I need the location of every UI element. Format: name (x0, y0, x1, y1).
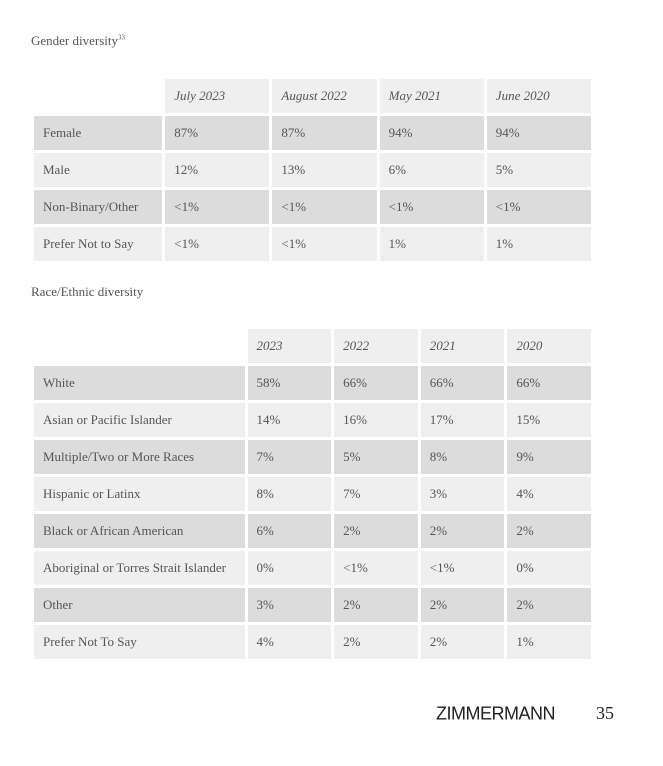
row-label: Female (34, 116, 162, 150)
table-cell: 6% (248, 514, 332, 548)
table-cell: 66% (421, 366, 505, 400)
table-row (34, 227, 591, 261)
table-cell: 4% (507, 477, 591, 511)
table-row (34, 477, 591, 511)
table-cell: 13% (272, 153, 376, 187)
table-cell: 7% (248, 440, 332, 474)
table-cell: 7% (334, 477, 418, 511)
gender-diversity-table (31, 76, 594, 264)
table-cell: 0% (507, 551, 591, 585)
table-cell: 9% (507, 440, 591, 474)
race-diversity-table (31, 326, 594, 662)
table-cell: 94% (487, 116, 591, 150)
table-cell: 2% (421, 625, 505, 659)
table-cell: 6% (380, 153, 484, 187)
table-row (34, 588, 591, 622)
table-cell: 2% (334, 625, 418, 659)
table-cell: 66% (507, 366, 591, 400)
row-label: Male (34, 153, 162, 187)
table-cell: 5% (334, 440, 418, 474)
column-header: 2023 (248, 329, 332, 363)
column-header: 2022 (334, 329, 418, 363)
table-row (34, 366, 591, 400)
table-cell: 66% (334, 366, 418, 400)
table-cell: 2% (334, 588, 418, 622)
row-label: Hispanic or Latinx (34, 477, 245, 511)
table-cell: 87% (165, 116, 269, 150)
table-cell: <1% (487, 190, 591, 224)
table-cell: 4% (248, 625, 332, 659)
row-label: Black or African American (34, 514, 245, 548)
table-row (34, 153, 591, 187)
table-cell: <1% (272, 190, 376, 224)
table-cell: 2% (421, 514, 505, 548)
header-blank-cell (34, 79, 162, 113)
gender-diversity-title: Gender diversity (31, 33, 119, 48)
header-blank-cell (34, 329, 245, 363)
column-header: 2021 (421, 329, 505, 363)
table-cell: 14% (248, 403, 332, 437)
table-cell: 58% (248, 366, 332, 400)
table-cell: 12% (165, 153, 269, 187)
table-row (34, 116, 591, 150)
table-cell: 2% (507, 514, 591, 548)
table-cell: <1% (272, 227, 376, 261)
gender-footnote-marker: 33 (118, 33, 126, 42)
table-cell: <1% (421, 551, 505, 585)
table-cell: 8% (248, 477, 332, 511)
table-cell: <1% (165, 227, 269, 261)
gender-diversity-heading (31, 33, 125, 49)
column-header: June 2020 (487, 79, 591, 113)
brand-logo: ZIMMERMANN (436, 702, 555, 724)
table-cell: 87% (272, 116, 376, 150)
table-cell: 94% (380, 116, 484, 150)
table-cell: 15% (507, 403, 591, 437)
table-row (34, 514, 591, 548)
table-cell: 1% (487, 227, 591, 261)
row-label: White (34, 366, 245, 400)
column-header: May 2021 (380, 79, 484, 113)
table-cell: 16% (334, 403, 418, 437)
table-cell: 3% (421, 477, 505, 511)
row-label: Other (34, 588, 245, 622)
table-cell: 1% (507, 625, 591, 659)
table-cell: 2% (421, 588, 505, 622)
table-header-row (34, 79, 591, 113)
column-header: August 2022 (272, 79, 376, 113)
row-label: Asian or Pacific Islander (34, 403, 245, 437)
table-cell: 2% (334, 514, 418, 548)
table-row (34, 551, 591, 585)
table-cell: 8% (421, 440, 505, 474)
row-label: Multiple/Two or More Races (34, 440, 245, 474)
row-label: Non-Binary/Other (34, 190, 162, 224)
race-diversity-heading: Race/Ethnic diversity (31, 284, 144, 299)
table-cell: 5% (487, 153, 591, 187)
table-cell: 0% (248, 551, 332, 585)
table-cell: 3% (248, 588, 332, 622)
table-cell: <1% (334, 551, 418, 585)
table-row (34, 440, 591, 474)
column-header: July 2023 (165, 79, 269, 113)
row-label: Prefer Not to Say (34, 227, 162, 261)
table-row (34, 403, 591, 437)
table-header-row (34, 329, 591, 363)
table-cell: 1% (380, 227, 484, 261)
table-row (34, 190, 591, 224)
table-row (34, 625, 591, 659)
table-cell: <1% (165, 190, 269, 224)
row-label: Prefer Not To Say (34, 625, 245, 659)
table-cell: 2% (507, 588, 591, 622)
table-cell: <1% (380, 190, 484, 224)
row-label: Aboriginal or Torres Strait Islander (34, 551, 245, 585)
table-cell: 17% (421, 403, 505, 437)
column-header: 2020 (507, 329, 591, 363)
page-number: 35 (596, 703, 614, 723)
